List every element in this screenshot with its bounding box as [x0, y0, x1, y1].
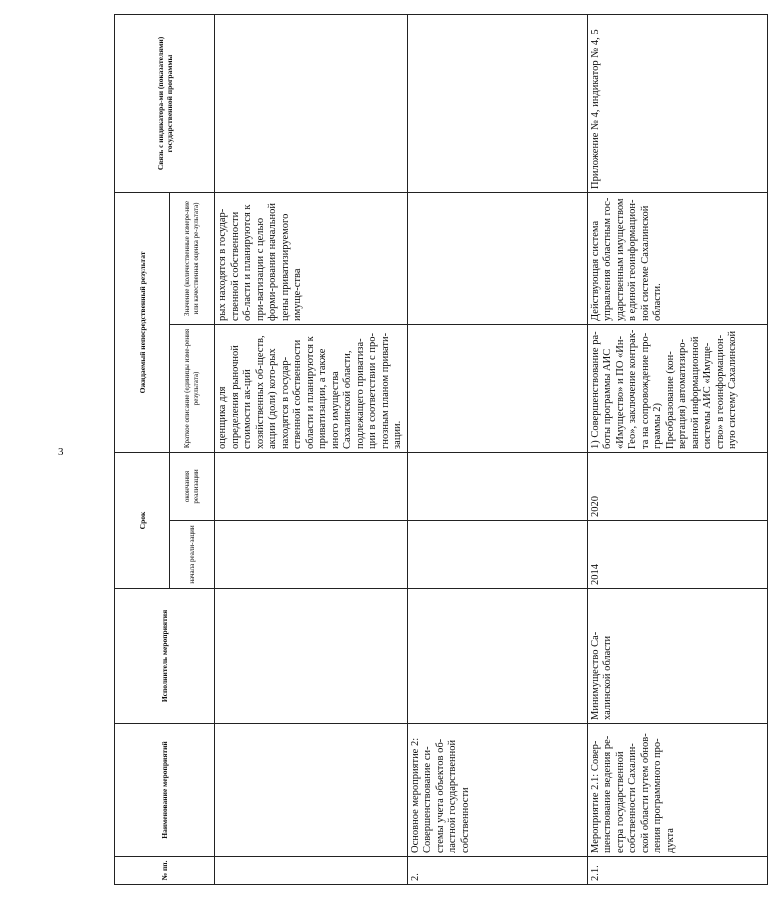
- cell-start: 2014: [587, 521, 767, 589]
- measures-table: [114, 14, 768, 885]
- cell-executor: [215, 589, 408, 724]
- cell-link: Приложение № 4, индикатор № 4, 5: [587, 14, 767, 192]
- header-expected: Ожидаемый непосредственный результат: [115, 192, 170, 452]
- cell-num: 2.: [407, 857, 587, 885]
- cell-start: [407, 521, 587, 589]
- cell-link: [215, 14, 408, 192]
- header-row-1: [115, 14, 170, 884]
- cell-name: [215, 724, 408, 857]
- header-name: Наименование мероприятий: [115, 724, 215, 857]
- cell-end: 2020: [587, 452, 767, 520]
- cell-short-desc: 1) Совершенствование ра-боты программы АИС «Имущество» и ПО «Ин-Гео», заключение контрак-та на сопровождение про-граммы 2) Преобразование (кон-вертация) автоматизиро-ванной информационной системы АИС «Имуще-ство» в геоинформацион-ную систему Сахалинской: [587, 324, 767, 452]
- cell-executor: [407, 589, 587, 724]
- cell-end: [215, 452, 408, 520]
- header-num: № пп.: [115, 857, 215, 885]
- cell-value: [407, 192, 587, 324]
- cell-short-desc: оценщика для определения рыночной стоимости ак-ций хозяйственных об-ществ, акции (доли) кото-рых находятся в государ-ственной собственности области и планируются к приватизации, а также иного имущества Сахалинской области, подлежащего приватиза-ции в соответствии с про-гнозным планом привати-зации.: [215, 324, 408, 452]
- cell-link: [407, 14, 587, 192]
- document-page: [70, 0, 738, 905]
- header-term-end: окончания реализации: [170, 452, 215, 520]
- cell-num: [215, 857, 408, 885]
- page-number: 3: [58, 446, 64, 458]
- header-link: Связь с индикатора-ми (показателями) государственной программы: [115, 14, 215, 192]
- table-row: [587, 14, 767, 884]
- table-row: [215, 14, 408, 884]
- header-value: Значение (количественные измере-ние или качественная оценка ре-зультата): [170, 192, 215, 324]
- table-row: [407, 14, 587, 884]
- cell-value: рых находятся в государ-ственной собственности об-ласти и планируются к при-ватизации с целью форми-рования начальной цены приватизируемого имуще-ства: [215, 192, 408, 324]
- header-executor: Исполнитель мероприятия: [115, 589, 215, 724]
- cell-start: [215, 521, 408, 589]
- cell-value: Действующая система управления областным гос-ударственным имуществом в единой геоинформацион-ной системе Сахалинской области.: [587, 192, 767, 324]
- header-term-start: начала реали-зации: [170, 521, 215, 589]
- cell-name: Мероприятие 2.1: Совер-шенствование ведения ре-естра государственной собственности Сахалин-ской области путем обнов-ления программного про-дукта: [587, 724, 767, 857]
- cell-end: [407, 452, 587, 520]
- header-term: Срок: [115, 452, 170, 588]
- cell-short-desc: [407, 324, 587, 452]
- cell-name: Основное мероприятие 2: Совершенствование си-стемы учета объектов об-ластной государственной собственности: [407, 724, 587, 857]
- rotated-table-wrapper: [114, 15, 738, 885]
- cell-num: 2.1.: [587, 857, 767, 885]
- cell-executor: Минимущество Са-халинской области: [587, 589, 767, 724]
- header-short-desc: Краткое описание (единицы изме-рения результата): [170, 324, 215, 452]
